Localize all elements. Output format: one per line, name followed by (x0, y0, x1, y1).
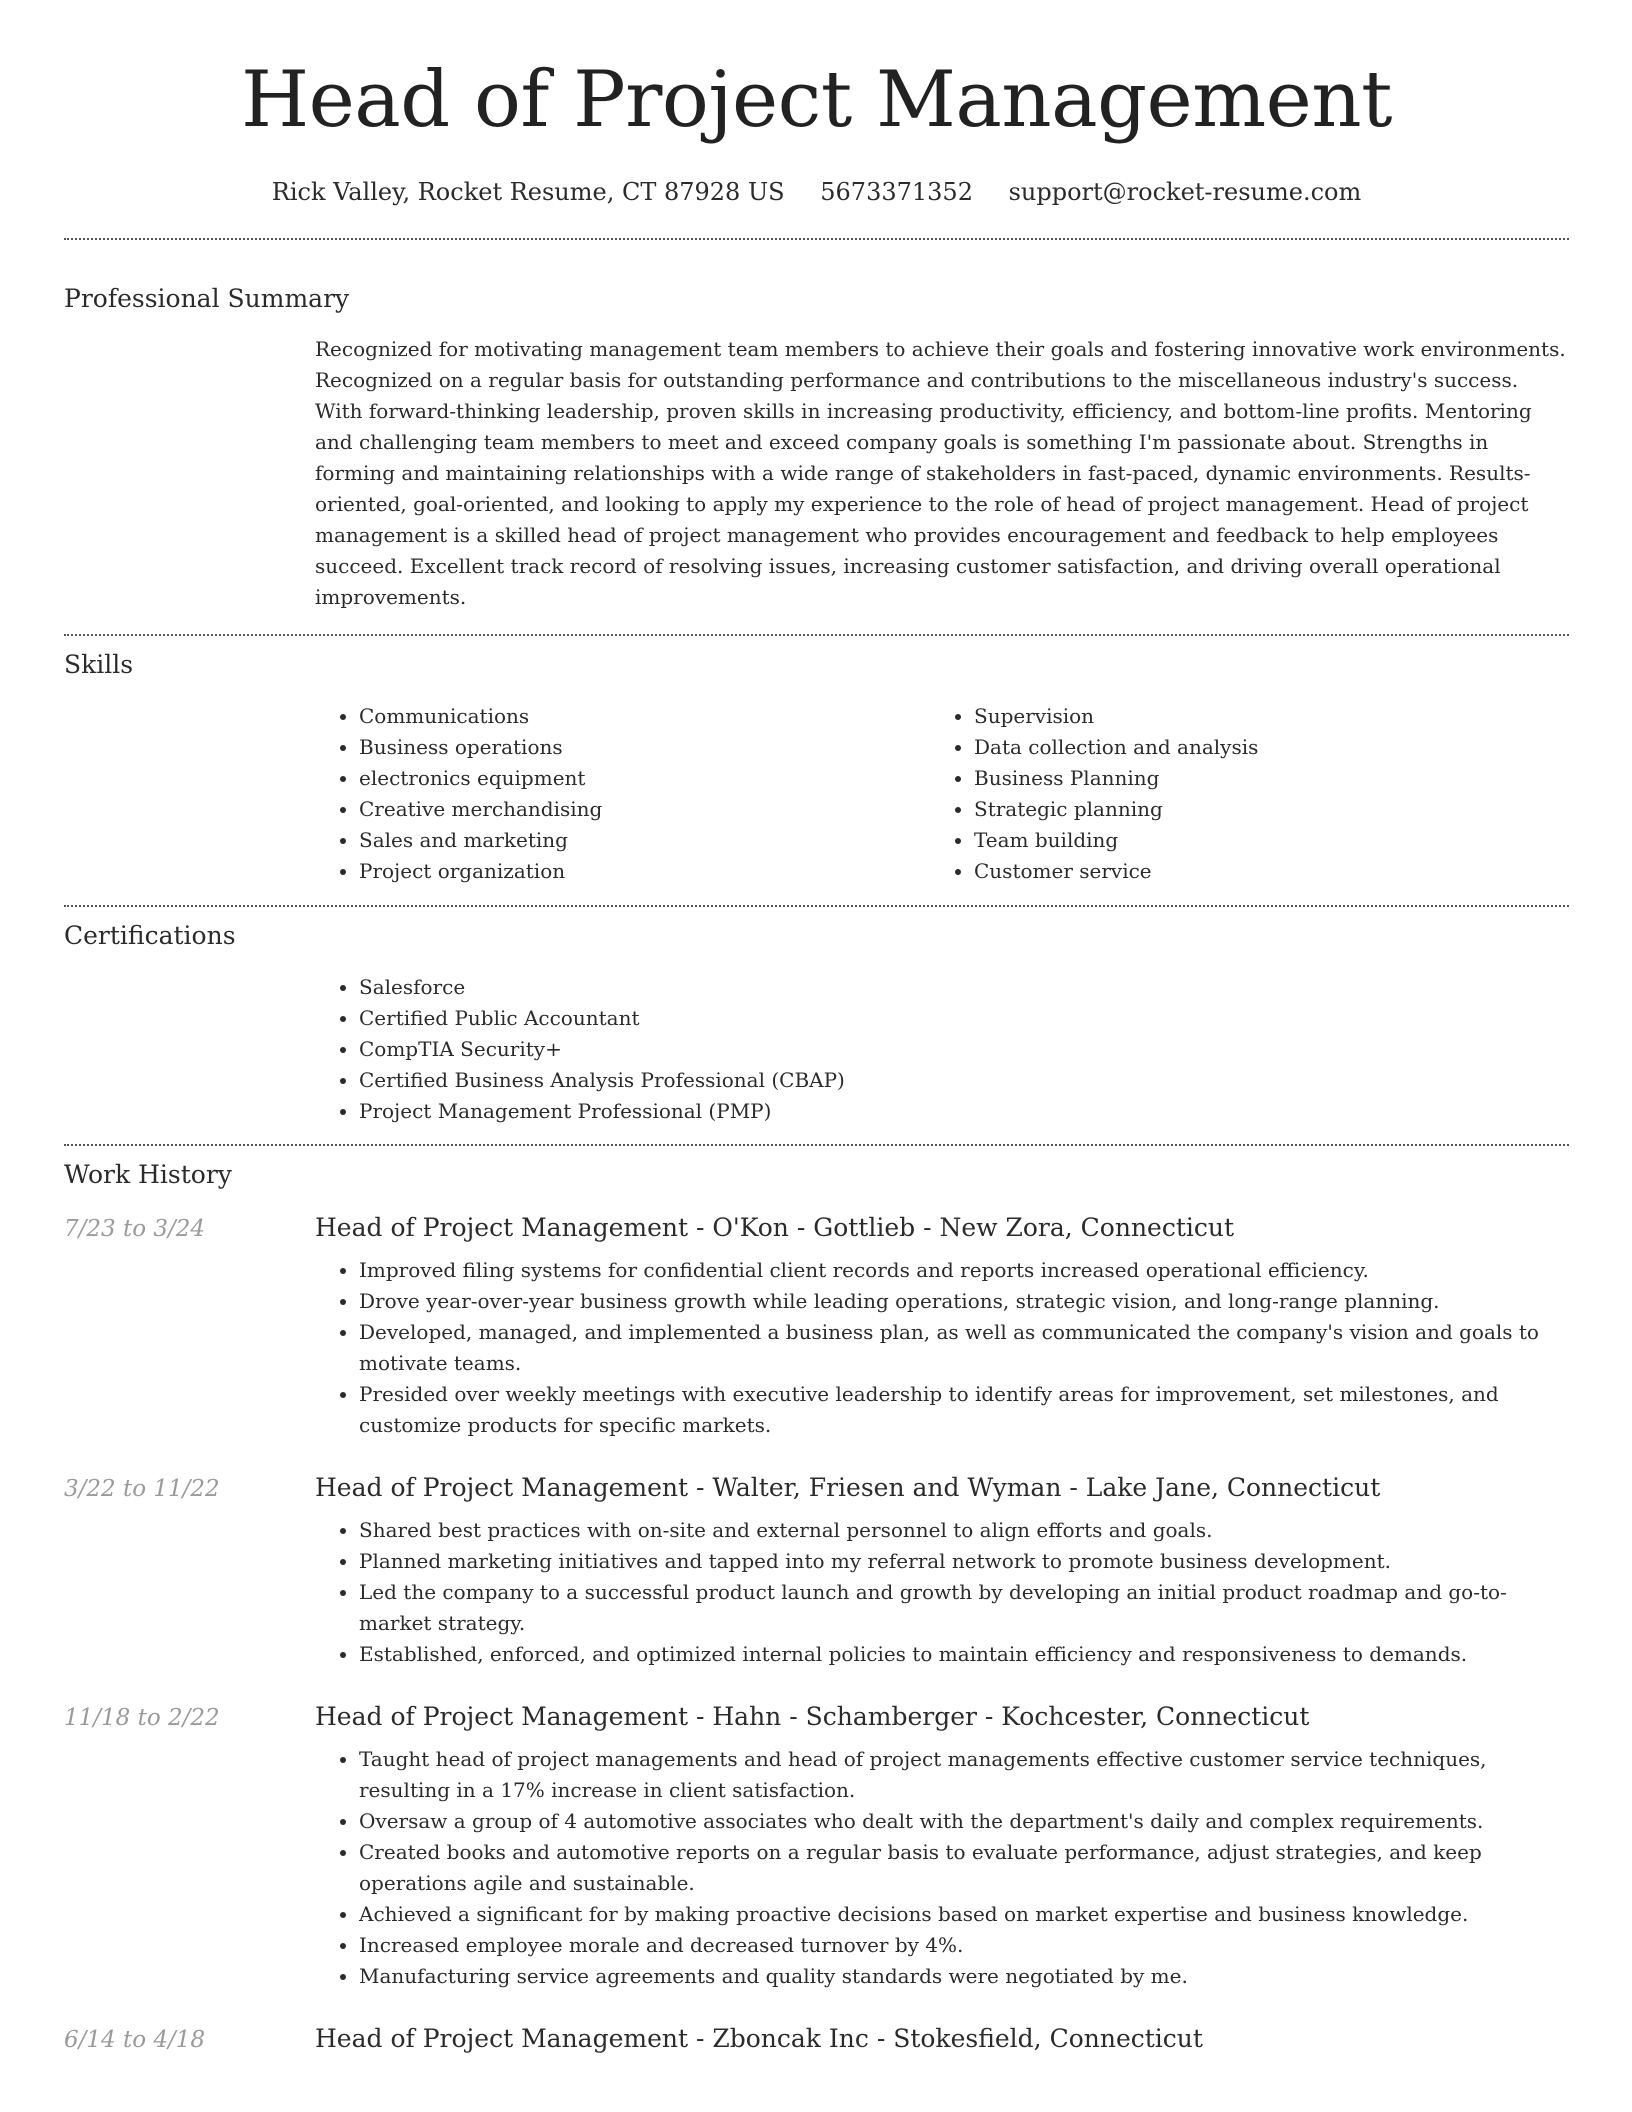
job-title: Head of Project Management - Zboncak Inc - Stokesfield, Connecticut (315, 2024, 1203, 2053)
job-bullet: • Presided over weekly meetings with executive leadership to identify areas for improvement, set milestones, and customize products for specific markets. (359, 1379, 1569, 1441)
certification-item: • Salesforce (359, 972, 1569, 1003)
skill-item: • Creative merchandising (359, 794, 930, 825)
job-bullet: • Drove year-over-year business growth while leading operations, strategic vision, and long-range planning. (359, 1286, 1569, 1317)
skill-item: • Project organization (359, 856, 930, 887)
skill-item: • Strategic planning (974, 794, 1545, 825)
divider (64, 905, 1569, 907)
skills-section (64, 648, 1569, 887)
contact-line (64, 174, 1569, 210)
address: Rick Valley, Rocket Resume, CT 87928 US (271, 178, 785, 206)
resume-name: Head of Project Management (241, 55, 1392, 145)
job-bullet: • Planned marketing initiatives and tapped into my referral network to promote business development. (359, 1546, 1569, 1577)
resume-page (64, 0, 1569, 2053)
skill-item: • Supervision (974, 701, 1545, 732)
divider (64, 238, 1569, 240)
section-title-work-history: Work History (64, 1160, 232, 1189)
divider (64, 634, 1569, 636)
skill-item: • electronics equipment (359, 763, 930, 794)
phone: 5673371352 (820, 178, 973, 206)
job-dates: 3/22 to 11/22 (64, 1476, 220, 1502)
job-dates: 7/23 to 3/24 (64, 1216, 206, 1242)
job-bullet: • Manufacturing service agreements and quality standards were negotiated by me. (359, 1961, 1569, 1992)
job-bullet: • Shared best practices with on-site and external personnel to align efforts and goals. (359, 1515, 1569, 1546)
job-bullets (315, 1515, 1569, 1670)
job-entry (64, 1473, 1569, 1670)
job-bullet: • Achieved a significant for by making proactive decisions based on market expertise and business knowledge. (359, 1899, 1569, 1930)
job-bullets (315, 1255, 1569, 1441)
skill-item: • Customer service (974, 856, 1545, 887)
job-bullets (315, 1744, 1569, 1992)
certification-item: • Project Management Professional (PMP) (359, 1096, 1569, 1127)
skill-item: • Sales and marketing (359, 825, 930, 856)
job-entry (64, 1213, 1569, 1441)
certification-item: • Certified Public Accountant (359, 1003, 1569, 1034)
job-bullet: • Improved filing systems for confidential client records and reports increased operational efficiency. (359, 1255, 1569, 1286)
job-entry (64, 1702, 1569, 1992)
certifications-section (64, 919, 1569, 1127)
job-bullet: • Developed, managed, and implemented a business plan, as well as communicated the company's vision and goals to motivate teams. (359, 1317, 1569, 1379)
section-title-summary: Professional Summary (64, 284, 350, 313)
skill-item: • Business Planning (974, 763, 1545, 794)
job-dates: 11/18 to 2/22 (64, 1705, 220, 1731)
summary-section (64, 282, 1569, 613)
job-entry (64, 2024, 1569, 2053)
skills-list-right (930, 701, 1545, 887)
job-title: Head of Project Management - O'Kon - Gottlieb - New Zora, Connecticut (315, 1213, 1235, 1242)
job-bullet: • Taught head of project managements and head of project managements effective customer service techniques, resulting in a 17% increase in client satisfaction. (359, 1744, 1569, 1806)
job-bullet: • Created books and automotive reports on a regular basis to evaluate performance, adjust strategies, and keep operations agile and sustainable. (359, 1837, 1569, 1899)
email: support@rocket-resume.com (1008, 178, 1362, 206)
certification-item: • CompTIA Security+ (359, 1034, 1569, 1065)
job-dates: 6/14 to 4/18 (64, 2027, 206, 2053)
skill-item: • Team building (974, 825, 1545, 856)
job-bullet: • Oversaw a group of 4 automotive associates who dealt with the department's daily and complex requirements. (359, 1806, 1569, 1837)
skills-list-left (315, 701, 930, 887)
certification-item: • Certified Business Analysis Professional (CBAP) (359, 1065, 1569, 1096)
job-title: Head of Project Management - Walter, Friesen and Wyman - Lake Jane, Connecticut (315, 1473, 1381, 1502)
divider (64, 1144, 1569, 1146)
skill-item: • Communications (359, 701, 930, 732)
skill-item: • Business operations (359, 732, 930, 763)
job-title: Head of Project Management - Hahn - Schamberger - Kochcester, Connecticut (315, 1702, 1310, 1731)
job-bullet: • Increased employee morale and decreased turnover by 4%. (359, 1930, 1569, 1961)
job-bullet: • Established, enforced, and optimized internal policies to maintain efficiency and responsiveness to demands. (359, 1639, 1569, 1670)
work-history-section (64, 1158, 1569, 2053)
section-title-skills: Skills (64, 650, 134, 679)
section-title-certifications: Certifications (64, 921, 236, 950)
skill-item: • Data collection and analysis (974, 732, 1545, 763)
job-bullet: • Led the company to a successful product launch and growth by developing an initial product roadmap and go-to-market strategy. (359, 1577, 1569, 1639)
summary-text: Recognized for motivating management team members to achieve their goals and fostering innovative work environments. Recognized on a regular basis for outstanding performance and contributions to the miscellaneous industry's success. With forward-thinking leadership, proven skills in increasing productivity, efficiency, and bottom-line profits. Mentoring and challenging team members to meet and exceed company goals is something I'm passionate about. Strengths in forming and maintaining relationships with a wide range of stakeholders in fast-paced, dynamic environments. Results-oriented, goal-oriented, and looking to apply my experience to the role of head of project management. Head of project management is a skilled head of project management who provides encouragement and feedback to help employees succeed. Excellent track record of resolving issues, increasing customer satisfaction, and driving overall operational improvements. (315, 337, 1566, 609)
certifications-list (315, 972, 1569, 1127)
